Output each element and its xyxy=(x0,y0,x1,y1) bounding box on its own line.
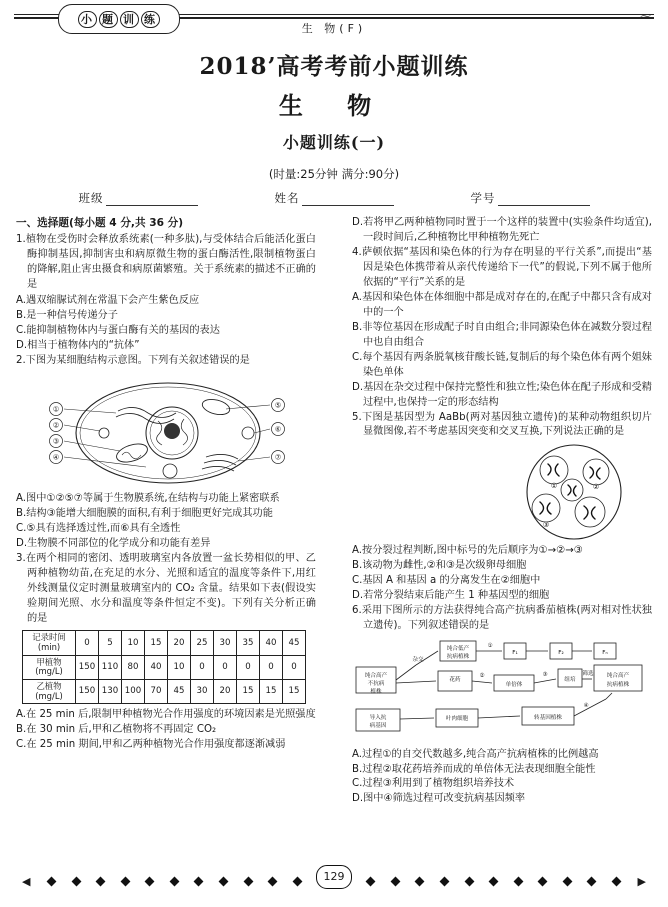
cell-a7: 0 xyxy=(237,655,260,679)
diamond-icon xyxy=(587,877,597,887)
svg-text:导入抗: 导入抗 xyxy=(369,714,387,721)
cell-b1: 130 xyxy=(99,680,122,704)
question-5-option-c[interactable]: C.基因 A 和基因 a 的分离发生在②细胞中 xyxy=(352,575,541,587)
table-row xyxy=(23,655,306,679)
cell-t3: 15 xyxy=(145,631,168,655)
svg-text:不抗病: 不抗病 xyxy=(367,680,385,687)
cell-a5: 0 xyxy=(191,655,214,679)
question-4-option-b[interactable]: B.非等位基因在形成配子时自由组合;非同源染色体在减数分裂过程中也自由组合 xyxy=(352,322,652,349)
question-2-option-d[interactable]: D.生物膜不同部位的化学成分和功能有差异 xyxy=(16,538,211,550)
diamond-icon xyxy=(562,877,572,887)
diamond-icon xyxy=(219,877,229,887)
svg-text:⑥: ⑥ xyxy=(274,425,282,434)
svg-text:纯合高产: 纯合高产 xyxy=(606,672,630,679)
svg-text:转基因植株: 转基因植株 xyxy=(534,714,562,721)
diamond-icon xyxy=(268,877,278,887)
question-4-option-a[interactable]: A.基因和染色体在体细胞中都是成对存在的,在配子中都只含有成对中的一个 xyxy=(352,292,652,319)
svg-text:⑤: ⑤ xyxy=(274,401,282,410)
diamond-icon xyxy=(47,877,57,887)
diamond-icon xyxy=(120,877,130,887)
question-6-option-d[interactable]: D.图中④筛选过程可改变抗病基因频率 xyxy=(352,793,526,805)
svg-text:①: ① xyxy=(550,482,558,491)
svg-text:单倍体: 单倍体 xyxy=(505,681,523,688)
question-6-option-b[interactable]: B.过程②取花药培养而成的单倍体无法表现细胞全能性 xyxy=(352,763,596,775)
cell-t7: 35 xyxy=(237,631,260,655)
diamond-icon xyxy=(96,877,106,887)
question-3-option-c[interactable]: C.在 25 min 期间,甲和乙两种植物光合作用强度都逐渐减弱 xyxy=(16,739,286,751)
chromosome-micrograph-figure xyxy=(502,442,647,542)
diamond-icon xyxy=(194,877,204,887)
question-1-option-b[interactable]: B.是一种信号传递分子 xyxy=(16,309,118,321)
cell-b2: 100 xyxy=(122,680,145,704)
cell-t5: 25 xyxy=(191,631,214,655)
page-footer xyxy=(0,865,668,891)
question-4-option-c[interactable]: C.每个基因有两条脱氧核苷酸长链,复制后的每个染色体有两个姐妹染色单体 xyxy=(352,352,652,378)
cell-t2: 10 xyxy=(122,631,145,655)
subject-title: 生 物 xyxy=(278,91,390,120)
choice-section-header: 一、选择题(每小题 4 分,共 36 分) xyxy=(16,217,184,229)
cell-b8: 15 xyxy=(260,680,283,704)
cell-b0: 150 xyxy=(76,680,99,704)
diamond-icon xyxy=(169,877,179,887)
question-5-stem: 5.下图是基因型为 AaBb(两对基因独立遗传)的某种动物组织切片显微图像,若不考虑基因突变和交叉互换,下列说法正确的是 xyxy=(352,411,652,438)
cell-a3: 40 xyxy=(145,655,168,679)
student-fields xyxy=(40,190,628,206)
svg-text:⑦: ⑦ xyxy=(274,453,282,462)
question-3-option-a[interactable]: A.在 25 min 后,限制甲种植物光合作用强度的环境因素是光照强度 xyxy=(16,709,316,721)
svg-text:花药: 花药 xyxy=(449,676,461,683)
question-2-option-c[interactable]: C.⑤具有选择透过性,而⑥具有全透性 xyxy=(16,523,181,535)
svg-text:叶肉细胞: 叶肉细胞 xyxy=(445,715,469,722)
question-3-option-b[interactable]: B.在 30 min 后,甲和乙植物将不再固定 CO₂ xyxy=(16,724,217,736)
co2-data-table xyxy=(22,630,306,704)
cell-b3: 70 xyxy=(145,680,168,704)
page-title: 2018’高考考前小题训练 xyxy=(199,53,469,80)
question-5-option-d[interactable]: D.若常分裂结束后能产生 1 种基因型的细胞 xyxy=(352,590,550,602)
field-class-label: 班级 xyxy=(78,191,104,205)
svg-text:②: ② xyxy=(592,483,600,492)
diamond-icon xyxy=(243,877,253,887)
cell-a6: 0 xyxy=(214,655,237,679)
svg-text:F₁: F₁ xyxy=(512,649,518,656)
exam-meta: (时量:25分钟 满分:90分) xyxy=(268,167,400,181)
svg-text:②: ② xyxy=(479,672,485,679)
svg-text:④: ④ xyxy=(52,453,60,462)
field-name-blank[interactable] xyxy=(302,192,394,206)
question-6-stem: 6.采用下图所示的方法获得纯合高产抗病番茄植株(两对相对性状独立遗传)。下列叙述错误的是 xyxy=(352,604,652,631)
page-number: 129 xyxy=(316,865,352,889)
svg-text:F₂: F₂ xyxy=(558,649,564,656)
question-1-option-a[interactable]: A.遇双缩脲试剂在常温下会产生紫色反应 xyxy=(16,295,200,307)
header-subject: 生 物(F) xyxy=(301,22,367,35)
cell-b4: 45 xyxy=(168,680,191,704)
diamond-icon xyxy=(145,877,155,887)
prev-page-arrow-icon[interactable]: ◀ xyxy=(22,875,31,888)
page-curl-icon: 〜 xyxy=(637,8,654,27)
svg-text:植株: 植株 xyxy=(370,688,382,695)
diamond-icon xyxy=(415,877,425,887)
cell-structure-diagram xyxy=(20,371,310,489)
question-4-option-d[interactable]: D.基因在杂交过程中保持完整性和独立性;染色体在配子形成和受精过程中,也保持一定的形态结构 xyxy=(352,381,652,408)
cell-b5: 30 xyxy=(191,680,214,704)
svg-text:组培: 组培 xyxy=(564,676,576,683)
diamond-icon xyxy=(71,877,81,887)
svg-text:纯合低产: 纯合低产 xyxy=(446,645,470,652)
field-class xyxy=(79,190,198,206)
right-column xyxy=(352,216,652,807)
question-5-option-b[interactable]: B.该动物为雌性,②和③是次级卵母细胞 xyxy=(352,560,527,572)
table-rowheader-plant-a: 甲植物(mg/L) xyxy=(23,655,76,679)
diamond-icon xyxy=(513,877,523,887)
cell-a9: 0 xyxy=(283,655,306,679)
diamond-icon xyxy=(366,877,376,887)
cell-a8: 0 xyxy=(260,655,283,679)
cell-a2: 80 xyxy=(122,655,145,679)
cell-b9: 15 xyxy=(283,680,306,704)
section-title: 小题训练(一) xyxy=(282,133,386,152)
field-id-label: 学号 xyxy=(470,191,496,205)
question-5-option-a[interactable]: A.按分裂过程判断,图中标号的先后顺序为①→②→③ xyxy=(352,545,583,557)
table-row xyxy=(23,680,306,704)
series-stamp: 小 题 训 练 xyxy=(58,4,180,34)
svg-text:抗病植株: 抗病植株 xyxy=(606,681,630,688)
question-6-option-c[interactable]: C.过程③利用到了植物组织培养技术 xyxy=(352,778,515,790)
left-column xyxy=(16,216,316,753)
cell-t8: 40 xyxy=(260,631,283,655)
cell-a4: 10 xyxy=(168,655,191,679)
svg-text:③: ③ xyxy=(542,521,550,530)
diamond-icon xyxy=(489,877,499,887)
cell-t6: 30 xyxy=(214,631,237,655)
question-3-option-d[interactable]: D.若将甲乙两种植物同时置于一个这样的装置中(实验条件均适宜),一段时间后,乙种植物比甲种植物先死亡 xyxy=(352,217,652,243)
field-name-label: 姓名 xyxy=(274,191,300,205)
cell-t9: 45 xyxy=(283,631,306,655)
diamond-icon xyxy=(612,877,622,887)
svg-text:Fₙ: Fₙ xyxy=(602,649,608,656)
cell-a1: 110 xyxy=(99,655,122,679)
diamond-icon xyxy=(292,877,302,887)
svg-text:①: ① xyxy=(487,642,493,649)
question-2-option-b[interactable]: B.结构③能增大细胞膜的面积,有利于细胞更好完成其功能 xyxy=(16,508,273,520)
question-4-stem: 4.萨顿依据“基因和染色体的行为存在明显的平行关系”,而提出“基因是染色体携带着从亲代传递给下一代”的假说,下列不属于他所依据的“平行”关系的是 xyxy=(352,246,652,288)
cell-t0: 0 xyxy=(76,631,99,655)
breeding-flowchart xyxy=(354,637,646,745)
field-id-blank[interactable] xyxy=(498,192,590,206)
cell-t1: 5 xyxy=(99,631,122,655)
svg-text:③: ③ xyxy=(52,437,60,446)
question-1-stem: 1.植物在受伤时会释放系统素(一种多肽),与受体结合后能活化蛋白酶抑制基因,抑制害虫和病原微生物的蛋白酶活性,限制植物蛋白的降解,阻止害虫摄食和病原菌繁殖。关于系统素的描述不正确的是 xyxy=(16,234,316,291)
svg-text:抗病植株: 抗病植株 xyxy=(446,653,470,660)
svg-text:③: ③ xyxy=(542,671,548,678)
diamond-icon xyxy=(538,877,548,887)
cell-t4: 20 xyxy=(168,631,191,655)
next-page-arrow-icon[interactable]: ▶ xyxy=(637,875,646,888)
question-6-option-a[interactable]: A.过程①的自交代数越多,纯合高产抗病植株的比例越高 xyxy=(352,748,599,760)
field-name xyxy=(275,190,394,206)
cell-b6: 20 xyxy=(214,680,237,704)
field-id xyxy=(471,190,590,206)
diamond-icon xyxy=(440,877,450,887)
svg-text:④: ④ xyxy=(583,702,589,709)
svg-text:①: ① xyxy=(52,405,60,414)
svg-text:筛选: 筛选 xyxy=(582,670,594,677)
question-3-stem: 3.在两个相同的密闭、透明玻璃室内各放置一盆长势相似的甲、乙两种植物幼苗,在充足的水分、光照和适宜的温度等条件下,用红外线测量仪定时测量玻璃室内的 CO₂ 含量。结果如下表(假设实验期间光照、水分和温度等条件恒定不变)。下列有关分析正确的是 xyxy=(16,553,316,624)
table-rowheader-plant-b: 乙植物(mg/L) xyxy=(23,680,76,704)
diamond-icon xyxy=(390,877,400,887)
svg-text:杂交: 杂交 xyxy=(412,656,424,663)
question-2-option-a[interactable]: A.图中①②⑤⑦等属于生物膜系统,在结构与功能上紧密联系 xyxy=(16,493,280,505)
svg-text:②: ② xyxy=(52,421,60,430)
table-rowheader-time: 记录时间(min) xyxy=(23,631,76,655)
question-2-stem: 2.下图为某细胞结构示意图。下列有关叙述错误的是 xyxy=(16,354,250,366)
field-class-blank[interactable] xyxy=(106,192,198,206)
question-1-option-d[interactable]: D.相当于植物体内的“抗体” xyxy=(16,339,140,351)
question-1-option-c[interactable]: C.能抑制植物体内与蛋白酶有关的基因的表达 xyxy=(16,324,220,336)
svg-text:纯合高产: 纯合高产 xyxy=(364,672,388,679)
table-row xyxy=(23,631,306,655)
cell-b7: 15 xyxy=(237,680,260,704)
diamond-icon xyxy=(464,877,474,887)
svg-text:病基因: 病基因 xyxy=(369,722,387,729)
cell-a0: 150 xyxy=(76,655,99,679)
